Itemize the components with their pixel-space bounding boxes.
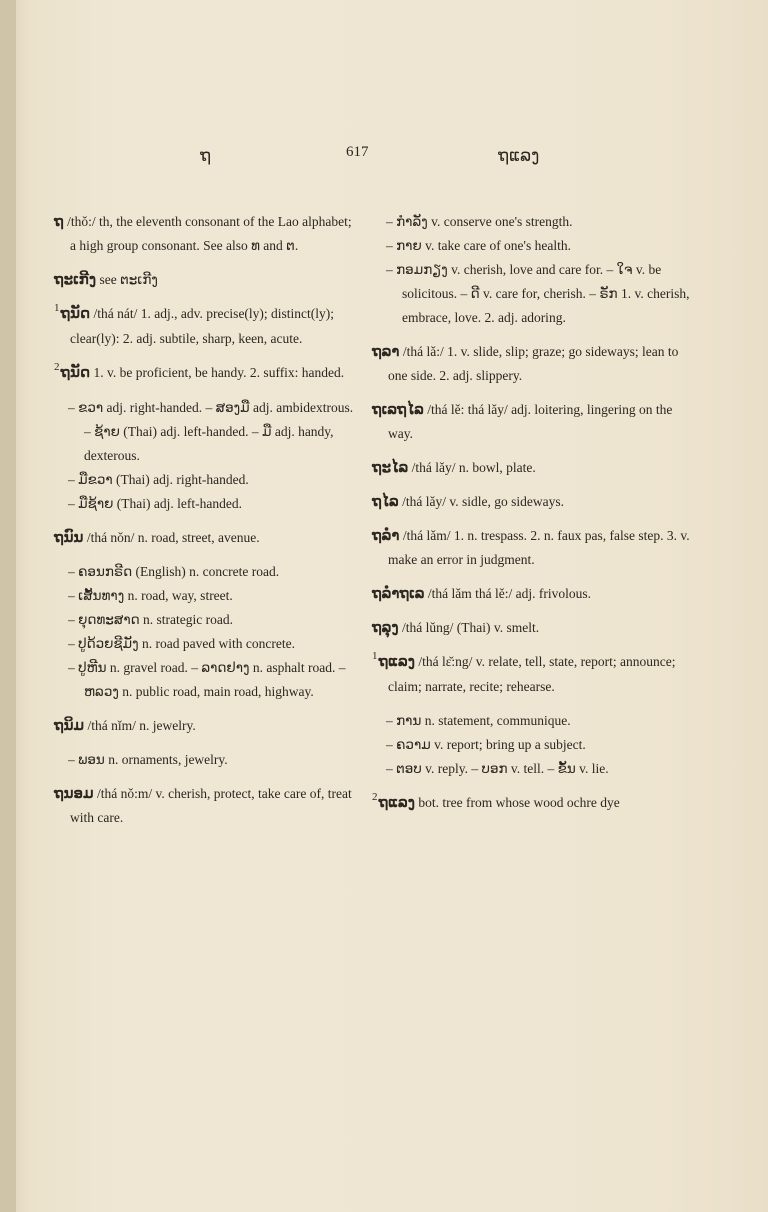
headword: ຖແລງ — [378, 795, 416, 811]
headword: ຖລຳຖເລ — [372, 586, 425, 602]
subentry: – ຄວາມ v. report; bring up a subject. — [386, 737, 586, 752]
subentry: – ເສັ້ນທາງ n. road, way, street. — [68, 588, 233, 603]
headword: ຖນິມ — [54, 718, 85, 734]
headword: ຖລຸງ — [372, 620, 399, 636]
entry — [54, 782, 360, 830]
entry — [54, 268, 360, 292]
definition: /thá lǎm/ 1. n. trespass. 2. n. faux pas, false step. 3. v. make an error in judgment. — [388, 528, 690, 567]
right-column — [372, 210, 692, 826]
subentry: – ຍຸດທະສາດ n. strategic road. — [68, 612, 233, 627]
subentry: – ຕອບ v. reply. – ບອກ v. tell. – ຂັ້ນ v. lie. — [386, 761, 609, 776]
subentry: – ຂວາ adj. right-handed. – ສອງມື adj. ambidextrous. – ຊ້າຍ (Thai) adj. left-handed. – ມື adj. handy, dexterous. — [68, 400, 354, 463]
left-column — [54, 210, 360, 840]
entry — [372, 456, 692, 480]
page-gutter — [0, 0, 16, 1212]
definition: /thá nǒn/ n. road, street, avenue. — [86, 530, 260, 545]
homograph-number: 2 — [54, 361, 60, 373]
headword: ຖນັດ — [60, 306, 91, 322]
entry — [372, 650, 692, 699]
entry — [372, 490, 692, 514]
entry — [372, 616, 692, 640]
definition: /thá nǒ:m/ v. cherish, protect, take care of, treat with care. — [70, 786, 352, 825]
headword: ຖນັດ — [60, 365, 91, 381]
headword: ຖະເກີງ — [54, 272, 97, 288]
entry — [372, 524, 692, 572]
subentry: – ມືຊ້າຍ (Thai) adj. left-handed. — [68, 496, 242, 511]
definition: see ຕະເກີງ — [99, 272, 158, 287]
headword: ຖນົນ — [54, 530, 84, 546]
definition: /thá lǎm thá lě:/ adj. frivolous. — [427, 586, 592, 601]
subentry: – ການ n. statement, communique. — [386, 713, 571, 728]
headword: ຖນອມ — [54, 786, 94, 802]
definition: /thá lɛ̌:ng/ v. relate, tell, state, report; announce; claim; narrate, recite; rehearse. — [388, 654, 676, 694]
headword: ຖເລຖໄລ — [372, 402, 424, 418]
entry — [54, 302, 360, 351]
headword: ຖລຳ — [372, 528, 400, 544]
entry — [54, 210, 360, 258]
definition: 1. v. be proficient, be handy. 2. suffix: handed. — [93, 365, 345, 380]
entry — [372, 340, 692, 388]
entry — [54, 361, 360, 386]
subentry: – ຄອນກຣີດ (English) n. concrete road. — [68, 564, 280, 579]
running-head-right: ຖແລງ — [498, 146, 540, 165]
page-number: 617 — [346, 144, 369, 160]
entry — [372, 398, 692, 446]
subentry: – ກາຍ v. take care of one's health. — [386, 238, 571, 253]
subentry: – ມືຂວາ (Thai) adj. right-handed. — [68, 472, 249, 487]
headword: ຖ — [54, 214, 64, 230]
headword: ຖແລງ — [378, 654, 416, 670]
definition: /thá lǔng/ (Thai) v. smelt. — [402, 620, 540, 635]
headword: ຖະໄລ — [372, 460, 409, 476]
definition: /thá lǎ:/ 1. v. slide, slip; graze; go sideways; lean to one side. 2. adj. slippery. — [388, 344, 679, 383]
definition: /thá lǎy/ v. sidle, go sideways. — [402, 494, 565, 509]
definition: /thá nǐm/ n. jewelry. — [87, 718, 196, 733]
running-head-left: ຖ — [200, 146, 211, 165]
definition: /thá nát/ 1. adj., adv. precise(ly); distinct(ly); clear(ly): 2. adj. subtile, sharp, keen, acute. — [70, 306, 335, 346]
subentry: – ກຳລັງ v. conserve one's strength. — [386, 214, 573, 229]
headword: ຖລາ — [372, 344, 400, 360]
headword: ຖໄລ — [372, 494, 399, 510]
entry — [54, 714, 360, 738]
homograph-number: 2 — [372, 791, 378, 803]
definition: /thá lǎy/ n. bowl, plate. — [411, 460, 536, 475]
subentry: – ພອນ n. ornaments, jewelry. — [68, 752, 228, 767]
subentry: – ປູດ້ວຍຊີມັງ n. road paved with concrete. — [68, 636, 295, 651]
entry — [372, 791, 692, 816]
definition: /thǒ:/ th, the eleventh consonant of the Lao alphabet; a high group consonant. See also ທ and ຕ. — [67, 214, 352, 253]
entry — [372, 582, 692, 606]
homograph-number: 1 — [54, 302, 60, 314]
subentry: – ກອມກຽງ v. cherish, love and care for. – ໃຈ v. be solicitous. – ດີ v. care for, cherish. – ຣັກ 1. v. cherish, embrace, love. 2. adj. adoring. — [386, 262, 690, 325]
homograph-number: 1 — [372, 650, 378, 662]
entry — [54, 526, 360, 550]
subentry: – ປູຫີນ n. gravel road. – ລາດຢາງ n. asphalt road. – ຫລວງ n. public road, main road, highway. — [68, 660, 346, 699]
definition: /thá lě: thá lǎy/ adj. loitering, lingering on the way. — [388, 402, 673, 441]
definition: bot. tree from whose wood ochre dye — [418, 795, 620, 810]
